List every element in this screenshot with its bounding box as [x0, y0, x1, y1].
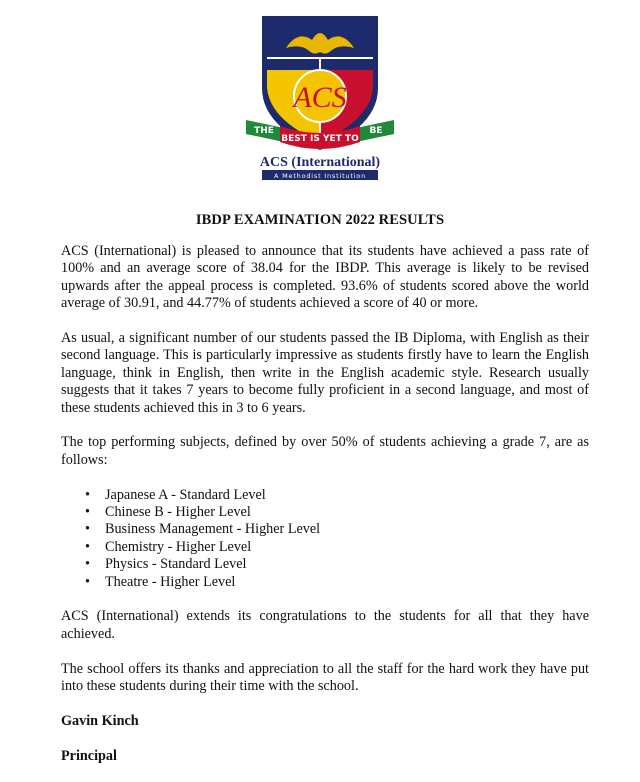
top-subjects-list	[61, 487, 589, 591]
bullet-icon: •	[85, 538, 90, 555]
list-item: • Chemistry - Higher Level	[85, 538, 252, 555]
list-item: • Theatre - Higher Level	[85, 573, 236, 590]
list-item: • Chinese B - Higher Level	[85, 504, 251, 521]
list-item: • Physics - Standard Level	[85, 556, 247, 573]
list-item: • Japanese A - Standard Level	[85, 486, 266, 503]
document-body	[61, 243, 589, 782]
signatory-name: Gavin Kinch	[61, 712, 139, 729]
motto-left: THE	[254, 126, 274, 136]
crest-monogram: ACS	[293, 81, 347, 114]
bullet-icon: •	[85, 504, 90, 521]
document-title: IBDP EXAMINATION 2022 RESULTS	[195, 212, 445, 228]
signatory-title: Principal	[61, 747, 117, 764]
paragraph-top-subjects-intro: The top performing subjects, defined by over 50% of students achieving a grade 7, are as follows:	[61, 434, 589, 468]
paragraph-results: ACS (International) is pleased to announce that its students have achieved a pass rate of 100% and an average score of 38.04 for the IBDP. This average is likely to be revised upwards after the appeal process is completed. 93.6% of students scored above the world average of 30.91, and 44.77% of students achieved a score of 40 or more.	[61, 243, 589, 312]
list-item: • Business Management - Higher Level	[85, 521, 321, 538]
paragraph-second-language: As usual, a significant number of our students passed the IB Diploma, with English as their second language. This is particularly impressive as students firstly have to learn the English language, think in English, then write in the English academic style. Research usually suggests that it takes 7 years to become fully proficient in a second language, and most of these students achieved this in 3 to 6 years.	[61, 330, 589, 416]
bullet-icon: •	[85, 573, 90, 590]
crest-school-name: ACS (International)	[259, 155, 381, 170]
bullet-icon: •	[85, 521, 90, 538]
school-crest-logo	[240, 8, 400, 183]
bullet-icon: •	[85, 486, 90, 503]
paragraph-thanks: The school offers its thanks and appreciation to all the staff for the hard work they have put into these students during their time with the school.	[61, 660, 589, 695]
bullet-icon: •	[85, 556, 90, 573]
motto-right: BE	[369, 126, 383, 136]
motto-middle: BEST IS YET TO	[281, 134, 359, 144]
paragraph-congratulations: ACS (International) extends its congratulations to the students for all that they have achieved.	[61, 608, 589, 642]
crest-tagline: A Methodist Institution	[274, 172, 366, 180]
